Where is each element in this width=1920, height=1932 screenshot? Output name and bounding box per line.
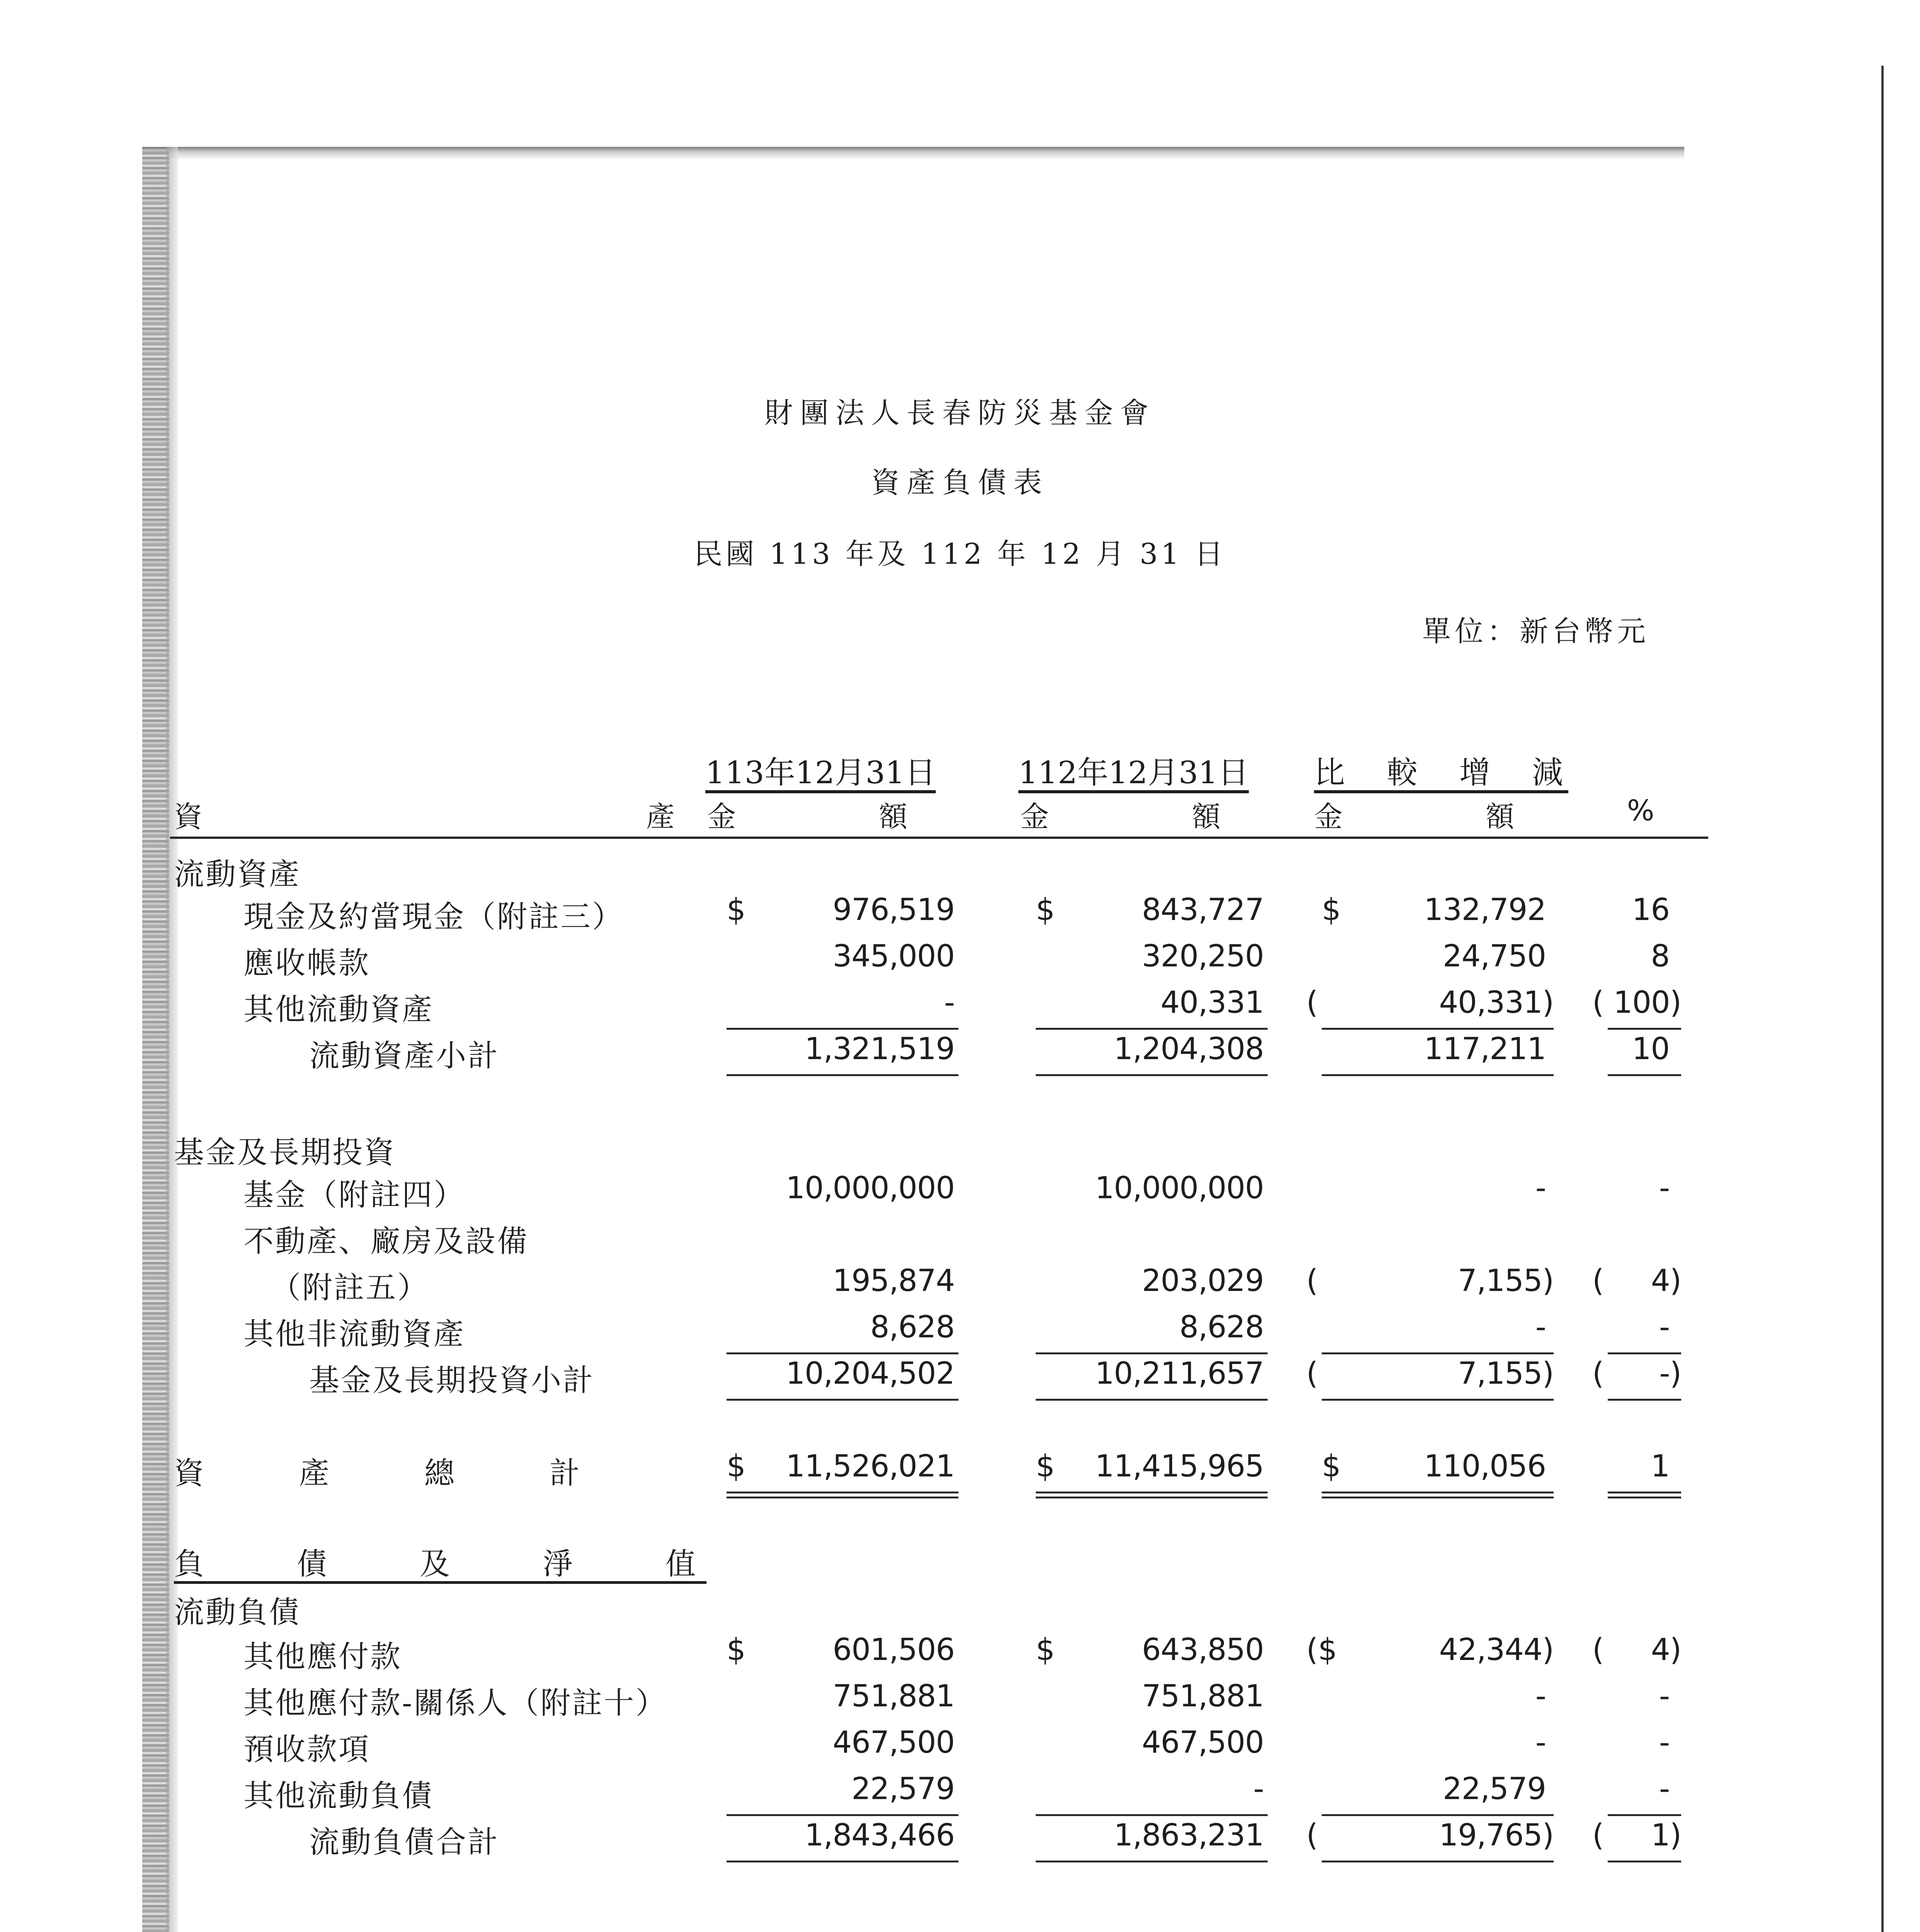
other-current-assets-chg: 40,331) [1439, 985, 1554, 1020]
open-paren-dollar: ($ [1306, 1633, 1338, 1667]
subtotal-line [1322, 1861, 1554, 1862]
pct-header: % [1627, 794, 1654, 827]
other-noncurrent-prev: 8,628 [1179, 1310, 1264, 1345]
dollar-sign: $ [1036, 1633, 1055, 1667]
open-paren: ( [1306, 1264, 1318, 1298]
subtotal-line [1608, 1399, 1681, 1401]
open-paren: ( [1592, 1633, 1604, 1667]
receipts-in-advance-cur: 467,500 [832, 1725, 955, 1760]
subtotal-line [1608, 1074, 1681, 1076]
other-noncurrent-pct: - [1659, 1310, 1670, 1345]
label-ppe-note: （附註五） [271, 1270, 429, 1305]
total-double-line [1036, 1492, 1268, 1498]
subtotal-line [1036, 1399, 1268, 1401]
other-payables-pct: 4) [1651, 1633, 1681, 1667]
funds-subtotal-prev: 10,211,657 [1095, 1356, 1264, 1391]
dollar-sign: $ [1036, 893, 1055, 927]
other-payables-related-pct: - [1659, 1679, 1670, 1714]
report-title: 資產負債表 [871, 466, 1049, 499]
dollar-sign: $ [1036, 1449, 1055, 1484]
cash-chg: 132,792 [1424, 893, 1546, 927]
section-funds-investments: 基金及長期投資 [174, 1135, 396, 1170]
current-liab-total-pct: 1) [1651, 1818, 1681, 1853]
subtotal-line [1036, 1074, 1268, 1076]
receipts-in-advance-chg: - [1535, 1725, 1546, 1760]
section-liab-equity: 負 債 及 淨 值 [174, 1547, 707, 1582]
amount-header-change: 金 額 [1314, 800, 1514, 833]
label-other-current-assets: 其他流動資產 [243, 992, 434, 1027]
col-header-change: 比 較 增 減 [1314, 755, 1568, 791]
label-funds-subtotal: 基金及長期投資小計 [309, 1363, 595, 1398]
current-liab-total-cur: 1,843,466 [805, 1818, 955, 1853]
total-assets-chg: 110,056 [1424, 1449, 1546, 1484]
label-current-liab-total: 流動負債合計 [309, 1825, 500, 1860]
label-other-payables: 其他應付款 [243, 1639, 402, 1674]
current-liab-total-prev: 1,863,231 [1114, 1818, 1264, 1853]
current-assets-subtotal-prev: 1,204,308 [1114, 1032, 1264, 1066]
receipts-in-advance-pct: - [1659, 1725, 1670, 1760]
amount-header-cur: 金 額 [707, 800, 907, 833]
open-paren: ( [1592, 1264, 1604, 1298]
label-receipts-in-advance: 預收款項 [243, 1732, 371, 1767]
current-assets-subtotal-cur: 1,321,519 [805, 1032, 955, 1066]
col-header-2024: 113年12月31日 [705, 755, 936, 791]
other-current-liab-cur: 22,579 [851, 1772, 955, 1806]
receivable-pct: 8 [1651, 939, 1670, 974]
col-header-2023: 112年12月31日 [1018, 755, 1249, 791]
scan-edge-right [1881, 66, 1884, 1932]
subtotal-line [727, 1028, 958, 1030]
current-liab-total-chg: 19,765) [1439, 1818, 1554, 1853]
section-current-liabilities: 流動負債 [174, 1595, 301, 1630]
dollar-sign: $ [1322, 1449, 1341, 1484]
other-current-assets-pct: 100) [1613, 985, 1681, 1020]
open-paren: ( [1592, 985, 1604, 1020]
org-name: 財團法人長春防災基金會 [764, 396, 1156, 430]
other-current-assets-prev: 40,331 [1161, 985, 1264, 1020]
total-assets-prev: 11,415,965 [1095, 1449, 1264, 1484]
label-current-assets-subtotal: 流動資產小計 [309, 1039, 500, 1073]
other-current-liab-prev: - [1253, 1772, 1264, 1806]
other-noncurrent-cur: 8,628 [870, 1310, 955, 1345]
fund-prev: 10,000,000 [1095, 1171, 1264, 1206]
subtotal-line [1036, 1028, 1268, 1030]
funds-subtotal-chg: 7,155) [1458, 1356, 1554, 1391]
subtotal-line [727, 1399, 958, 1401]
subtotal-line [727, 1814, 958, 1816]
fund-pct: - [1659, 1171, 1670, 1206]
open-paren: ( [1306, 985, 1318, 1020]
other-current-liab-pct: - [1659, 1772, 1670, 1806]
other-payables-chg: 42,344) [1439, 1633, 1554, 1667]
subtotal-line [1322, 1399, 1554, 1401]
col-header-assets: 資 產 [174, 800, 683, 833]
report-period: 民國 113 年及 112 年 12 月 31 日 [694, 537, 1226, 571]
label-other-payables-related: 其他應付款-關係人（附註十） [243, 1686, 667, 1721]
fund-cur: 10,000,000 [786, 1171, 955, 1206]
subtotal-line [1608, 1861, 1681, 1862]
receivable-cur: 345,000 [832, 939, 955, 974]
subtotal-line [727, 1861, 958, 1862]
ppe-pct: 4) [1651, 1264, 1681, 1298]
total-double-line [1608, 1492, 1681, 1498]
other-current-liab-chg: 22,579 [1443, 1772, 1546, 1806]
open-paren: ( [1592, 1818, 1604, 1853]
dollar-sign: $ [1322, 893, 1341, 927]
header-rule [170, 837, 1708, 839]
total-double-line [1322, 1492, 1554, 1498]
other-payables-related-cur: 751,881 [832, 1679, 955, 1714]
subtotal-line [1036, 1352, 1268, 1354]
current-assets-subtotal-chg: 117,211 [1424, 1032, 1546, 1066]
dollar-sign: $ [727, 1449, 746, 1484]
ppe-prev: 203,029 [1142, 1264, 1264, 1298]
dollar-sign: $ [727, 1633, 746, 1667]
subtotal-line [1322, 1814, 1554, 1816]
funds-subtotal-pct: -) [1659, 1356, 1681, 1391]
section-current-assets: 流動資產 [174, 857, 301, 892]
receipts-in-advance-prev: 467,500 [1142, 1725, 1264, 1760]
scan-edge-top [142, 147, 1684, 160]
subtotal-line [1036, 1861, 1268, 1862]
label-ppe: 不動產、廠房及設備 [243, 1224, 529, 1259]
subtotal-line [1608, 1814, 1681, 1816]
receivable-prev: 320,250 [1142, 939, 1264, 974]
ppe-cur: 195,874 [832, 1264, 955, 1298]
subtotal-line [727, 1352, 958, 1354]
fund-chg: - [1535, 1171, 1546, 1206]
total-assets-cur: 11,526,021 [786, 1449, 955, 1484]
label-other-current-liab: 其他流動負債 [243, 1779, 434, 1813]
receivable-chg: 24,750 [1443, 939, 1546, 974]
subtotal-line [1036, 1814, 1268, 1816]
funds-subtotal-cur: 10,204,502 [786, 1356, 955, 1391]
other-payables-prev: 643,850 [1142, 1633, 1264, 1667]
subtotal-line [727, 1074, 958, 1076]
label-fund: 基金（附註四） [243, 1178, 466, 1213]
total-assets-pct: 1 [1651, 1449, 1670, 1484]
label-cash: 現金及約當現金（附註三） [243, 900, 624, 934]
other-payables-related-chg: - [1535, 1679, 1546, 1714]
dollar-sign: $ [727, 893, 746, 927]
other-payables-related-prev: 751,881 [1142, 1679, 1264, 1714]
cash-prev: 843,727 [1142, 893, 1264, 927]
total-double-line [727, 1492, 958, 1498]
other-current-assets-cur: - [944, 985, 955, 1020]
cash-pct: 16 [1632, 893, 1670, 927]
open-paren: ( [1592, 1356, 1604, 1391]
ppe-chg: 7,155) [1458, 1264, 1554, 1298]
label-receivable: 應收帳款 [243, 946, 371, 981]
subtotal-line [1608, 1028, 1681, 1030]
other-noncurrent-chg: - [1535, 1310, 1546, 1345]
open-paren: ( [1306, 1356, 1318, 1391]
subtotal-line [1322, 1028, 1554, 1030]
amount-header-prev: 金 額 [1020, 800, 1220, 833]
label-total-assets: 資 產 總 計 [174, 1456, 592, 1491]
subtotal-line [1608, 1352, 1681, 1354]
cash-cur: 976,519 [832, 893, 955, 927]
other-payables-cur: 601,506 [832, 1633, 955, 1667]
subtotal-line [1322, 1074, 1554, 1076]
open-paren: ( [1306, 1818, 1318, 1853]
unit-note: 單位：新台幣元 [1422, 615, 1649, 648]
current-assets-subtotal-pct: 10 [1632, 1032, 1670, 1066]
label-other-noncurrent: 其他非流動資產 [243, 1317, 466, 1352]
subtotal-line [1322, 1352, 1554, 1354]
